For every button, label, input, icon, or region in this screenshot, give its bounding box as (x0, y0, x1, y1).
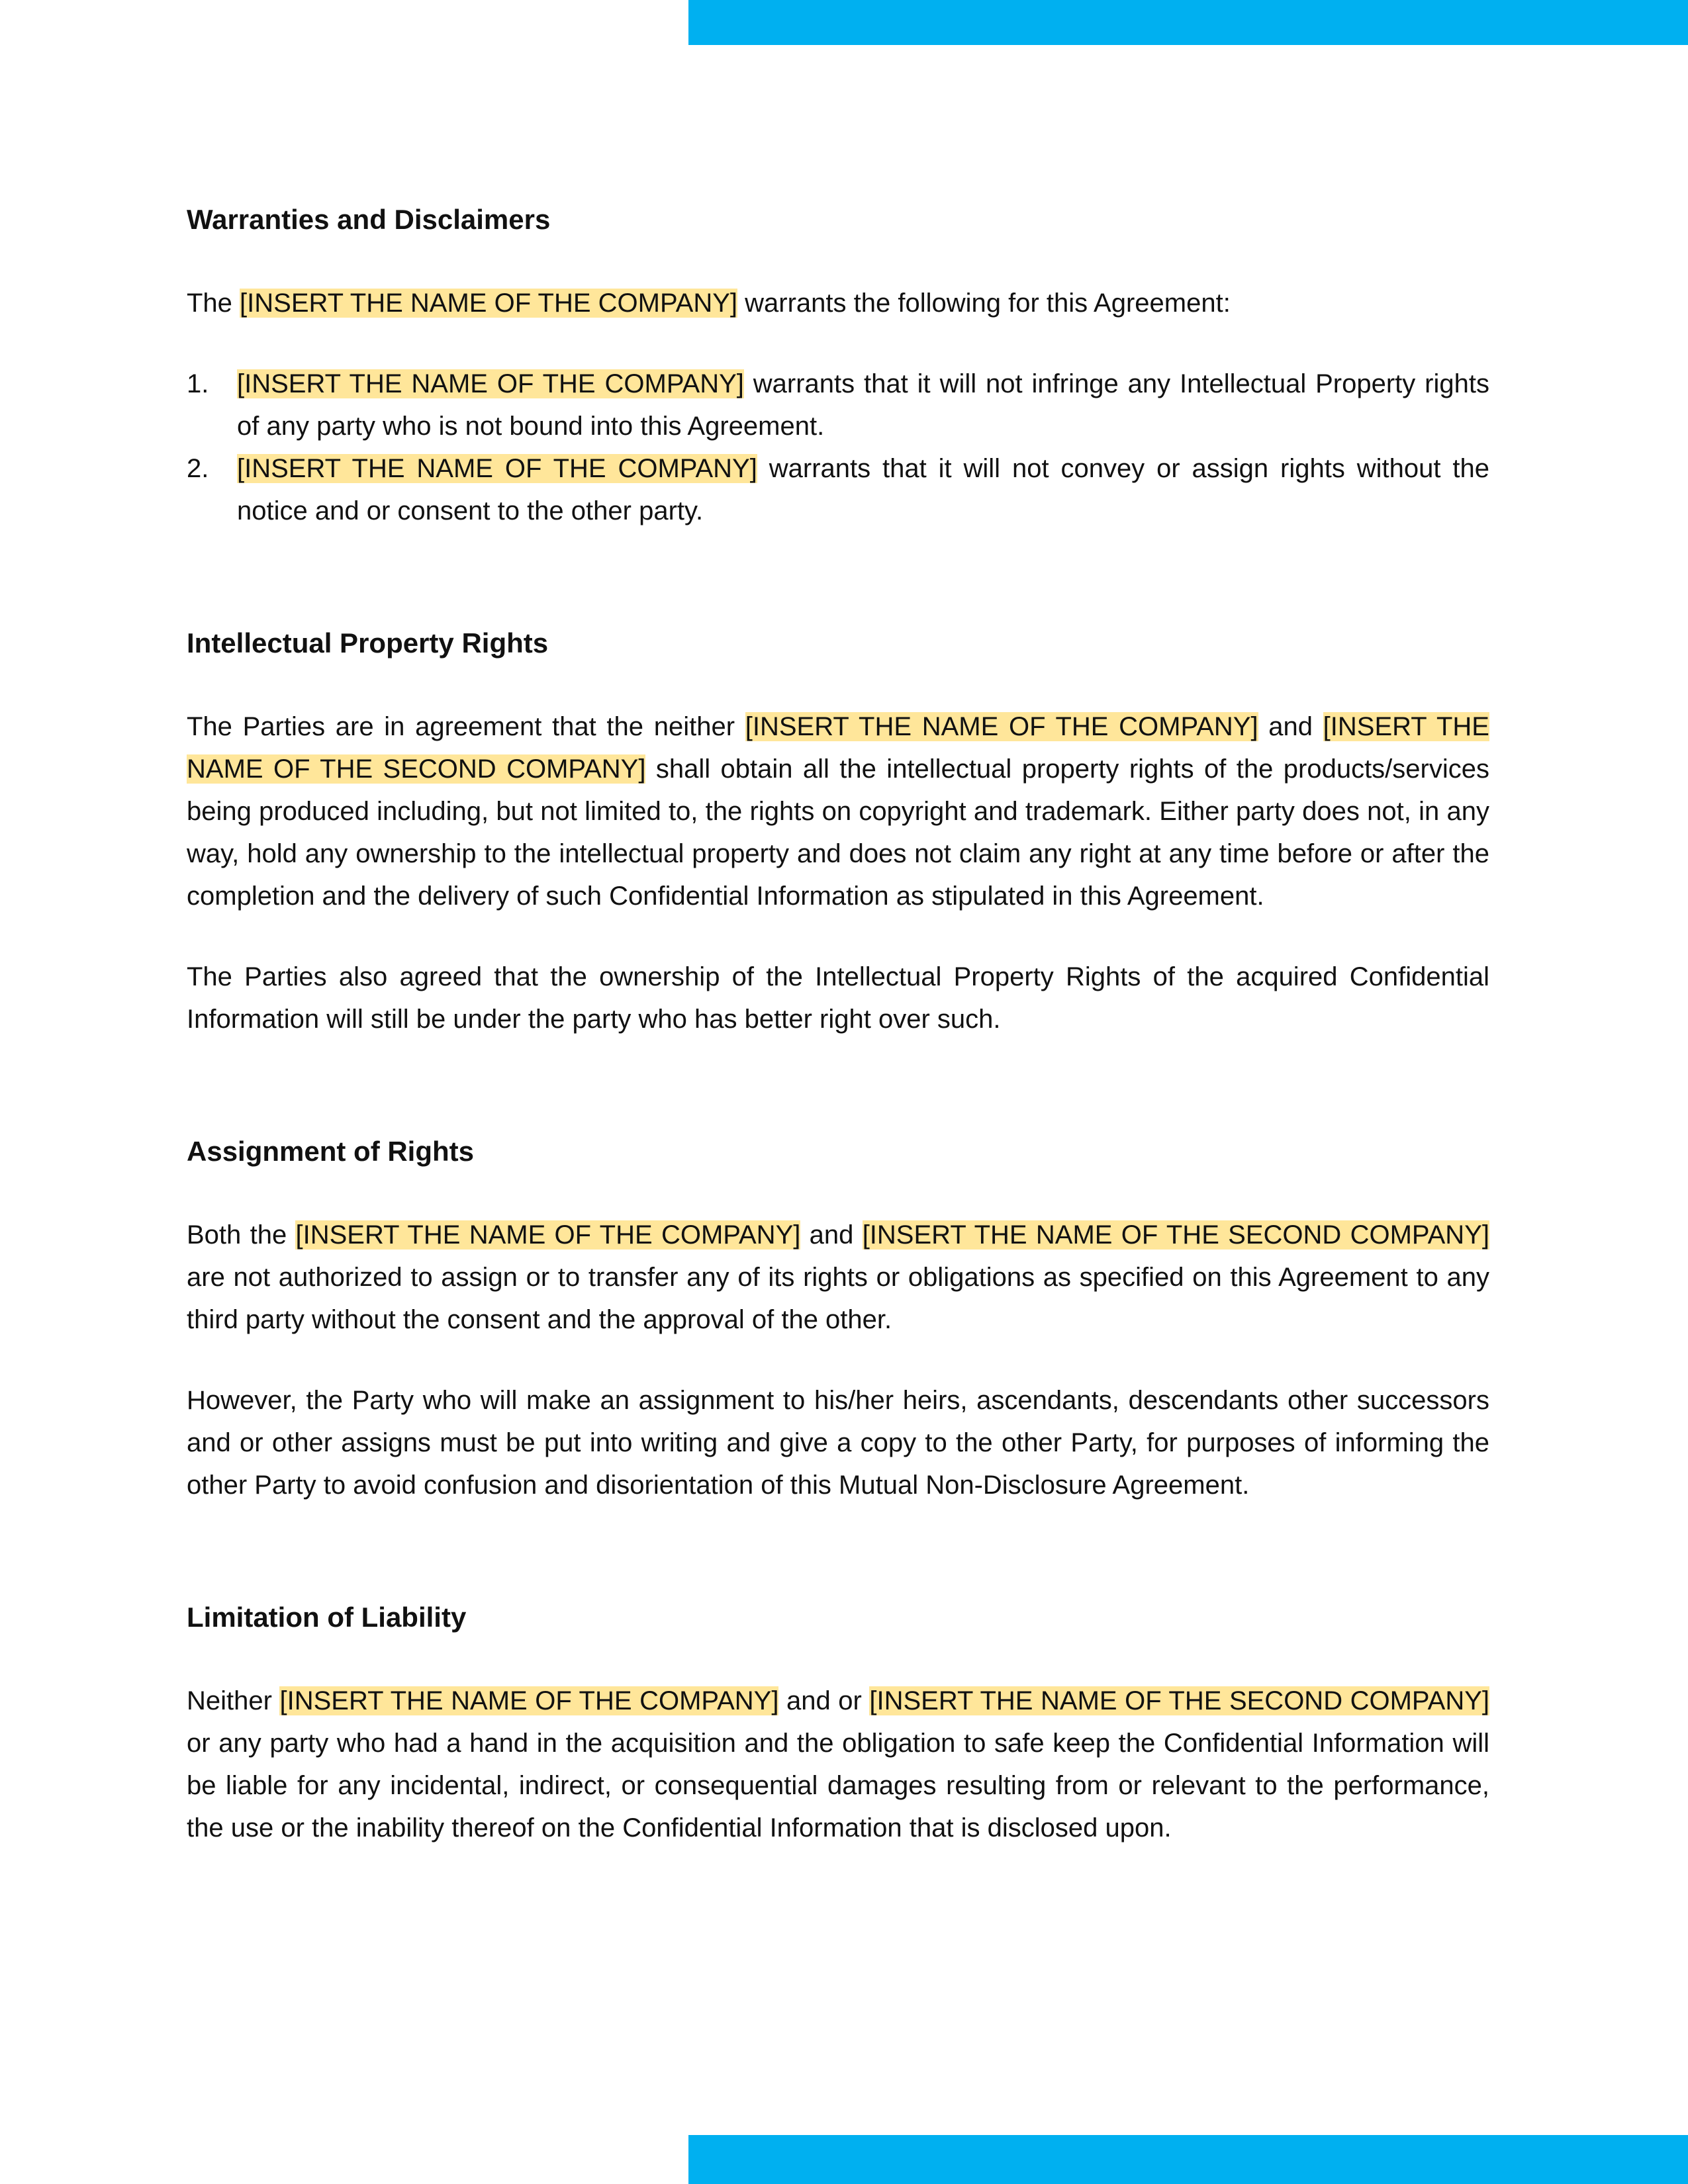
ip-paragraph-1 (187, 705, 1489, 917)
intro-text-after: warrants the following for this Agreement: (737, 289, 1231, 318)
company-placeholder: [INSERT THE NAME OF THE COMPANY] (279, 1686, 779, 1715)
assignment-paragraph-1 (187, 1214, 1489, 1341)
paragraph-text: and (800, 1220, 863, 1250)
document-page (187, 196, 1489, 1849)
warranties-list (187, 363, 1489, 532)
company-placeholder: [INSERT THE NAME OF THE COMPANY] (237, 369, 744, 398)
bottom-accent-band (688, 2135, 1688, 2184)
section-heading: Limitation of Liability (187, 1602, 467, 1633)
company-placeholder: [INSERT THE NAME OF THE COMPANY] (237, 454, 757, 483)
company-placeholder: [INSERT THE NAME OF THE COMPANY] (295, 1220, 801, 1250)
second-company-placeholder: [INSERT THE NAME OF THE SECOND COMPANY] (862, 1220, 1489, 1250)
warranties-intro (187, 282, 1489, 324)
paragraph-text: shall obtain all the intellectual property rights of the products/services being produced including, but not limited to, the rights on copyright and trademark. Either party does not, in any way, hold any ownership to the intellectual property and does not claim any right at any time before or after the completion and the delivery of such Confidential Information as stipulated in this Agreement. (187, 754, 1489, 911)
liability-paragraph (187, 1680, 1489, 1849)
list-item (187, 447, 1489, 532)
section-heading: Intellectual Property Rights (187, 627, 549, 659)
section-heading: Warranties and Disclaimers (187, 204, 551, 235)
second-company-placeholder-part2: NAME OF THE SECOND COMPANY] (187, 754, 646, 784)
paragraph-text: The Parties are in agreement that the neither (187, 712, 745, 741)
ip-paragraph-2: The Parties also agreed that the ownership of the Intellectual Property Rights of the acquired Confidential Information will still be under the party who has better right over such. (187, 962, 1489, 1034)
paragraph-text: Neither (187, 1686, 280, 1715)
company-placeholder: [INSERT THE NAME OF THE COMPANY] (745, 712, 1258, 741)
paragraph-text: and or (778, 1686, 870, 1715)
section-heading: Assignment of Rights (187, 1136, 475, 1167)
paragraph-text: Both the (187, 1220, 296, 1250)
section-liability (187, 1594, 1489, 1849)
section-assignment (187, 1128, 1489, 1506)
list-item-text: warrants that it will not convey or assign rights without the notice and or consent to the other party. (237, 454, 1489, 525)
second-company-placeholder-part1: [INSERT THE (1323, 712, 1489, 741)
intro-text-before: The (187, 289, 240, 318)
list-item (187, 363, 1489, 447)
assignment-paragraph-2: However, the Party who will make an assignment to his/her heirs, ascendants, descendants other successors and or other assigns must be put into writing and give a copy to the other Party, for purposes of informing the other Party to avoid confusion and disorientation of this Mutual Non-Disclosure Agreement. (187, 1386, 1489, 1500)
company-placeholder: [INSERT THE NAME OF THE COMPANY] (240, 289, 738, 318)
paragraph-text: or any party who had a hand in the acquisition and the obligation to safe keep the Confidential Information will be liable for any incidental, indirect, or consequential damages resulting from or relevant to the performance, the use or the inability thereof on the Confidential Information that is disclosed upon. (187, 1729, 1489, 1843)
top-accent-band (688, 0, 1688, 45)
list-item-number: 1. (187, 369, 209, 398)
paragraph-text: are not authorized to assign or to transfer any of its rights or obligations as specified on this Agreement to any third party without the consent and the approval of the other. (187, 1263, 1489, 1334)
list-item-text: warrants that it will not infringe any Intellectual Property rights of any party who is not bound into this Agreement. (237, 369, 1489, 441)
section-ip-rights (187, 619, 1489, 1040)
list-item-number: 2. (187, 454, 209, 483)
paragraph-text: and (1258, 712, 1323, 741)
section-warranties (187, 196, 1489, 532)
second-company-placeholder: [INSERT THE NAME OF THE SECOND COMPANY] (869, 1686, 1489, 1715)
